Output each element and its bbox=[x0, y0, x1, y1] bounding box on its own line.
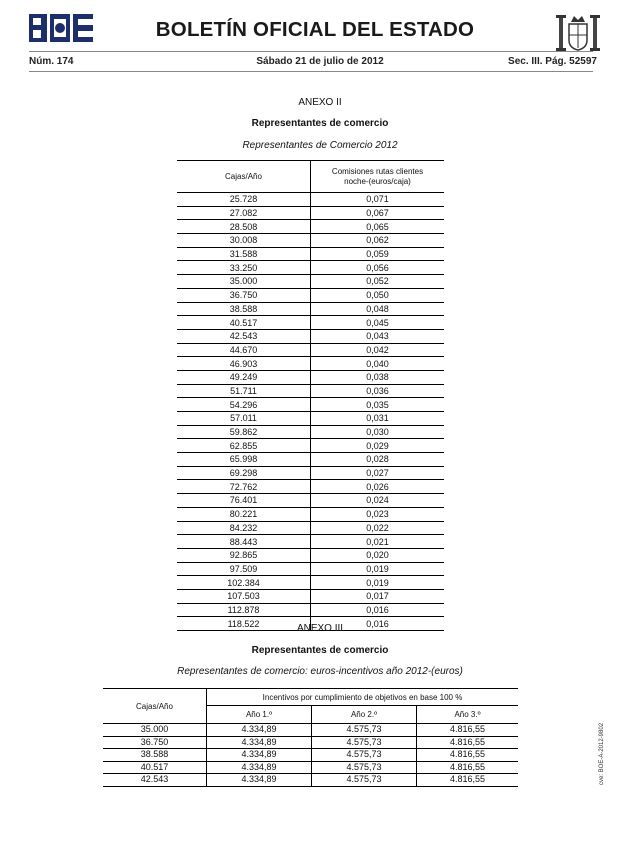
annex3-subtitle: Representantes de comercio bbox=[251, 645, 389, 656]
boxes-cell: 42.543 bbox=[103, 774, 207, 787]
commission-cell: 0,017 bbox=[311, 589, 445, 603]
incentive-cell-year-2: 4.575,73 bbox=[312, 724, 417, 737]
incentive-cell-year-1: 4.334,89 bbox=[207, 724, 312, 737]
incentive-cell-year-1: 4.334,89 bbox=[207, 774, 312, 787]
table-row bbox=[177, 603, 444, 617]
incentive-cell-year-2: 4.575,73 bbox=[312, 749, 417, 762]
table-row bbox=[103, 761, 518, 774]
table-row bbox=[177, 275, 444, 289]
col-header-commission-line1: Comisiones rutas clientes bbox=[331, 166, 424, 176]
commission-cell: 0,040 bbox=[311, 357, 445, 371]
header-rule-bottom bbox=[29, 71, 593, 72]
table-row bbox=[103, 774, 518, 787]
boxes-cell: 42.543 bbox=[177, 329, 311, 343]
commission-cell: 0,016 bbox=[311, 603, 445, 617]
boxes-cell: 118.522 bbox=[177, 617, 311, 631]
commission-cell: 0,036 bbox=[311, 384, 445, 398]
incentive-cell-year-1: 4.334,89 bbox=[207, 761, 312, 774]
table-row bbox=[177, 288, 444, 302]
commission-cell: 0,029 bbox=[311, 439, 445, 453]
commission-cell: 0,024 bbox=[311, 494, 445, 508]
boxes-cell: 92.865 bbox=[177, 548, 311, 562]
boxes-cell: 40.517 bbox=[177, 316, 311, 330]
table-row bbox=[177, 507, 444, 521]
boxes-cell: 36.750 bbox=[177, 288, 311, 302]
cve-text: cve: BOE-A-2012-9802 bbox=[599, 722, 605, 785]
incentive-cell-year-3: 4.816,55 bbox=[417, 724, 519, 737]
issue-number: Núm. 174 bbox=[29, 56, 74, 67]
commission-cell: 0,031 bbox=[311, 412, 445, 426]
table-row bbox=[177, 494, 444, 508]
incentive-cell-year-3: 4.816,55 bbox=[417, 761, 519, 774]
boxes-cell: 62.855 bbox=[177, 439, 311, 453]
commission-cell: 0,026 bbox=[311, 480, 445, 494]
boxes-cell: 44.670 bbox=[177, 343, 311, 357]
commission-cell: 0,028 bbox=[311, 453, 445, 467]
boxes-cell: 51.711 bbox=[177, 384, 311, 398]
boe-logo bbox=[29, 14, 93, 42]
commission-cell: 0,020 bbox=[311, 548, 445, 562]
table-row bbox=[177, 384, 444, 398]
table-row bbox=[103, 724, 518, 737]
col-header-commission bbox=[311, 161, 445, 193]
boxes-cell: 57.011 bbox=[177, 412, 311, 426]
table-row bbox=[177, 412, 444, 426]
table-row bbox=[177, 535, 444, 549]
table-row bbox=[177, 589, 444, 603]
table-row bbox=[177, 193, 444, 207]
annex3-title: ANEXO III bbox=[296, 623, 344, 634]
table-row bbox=[177, 425, 444, 439]
table-row bbox=[103, 749, 518, 762]
col-header-year-1: Año 1.º bbox=[207, 706, 312, 724]
commission-cell: 0,042 bbox=[311, 343, 445, 357]
table-row bbox=[177, 521, 444, 535]
commission-cell: 0,048 bbox=[311, 302, 445, 316]
table-row bbox=[177, 357, 444, 371]
cve-code bbox=[596, 717, 606, 785]
annex2-subtitle: Representantes de comercio bbox=[251, 118, 389, 129]
table-row bbox=[177, 453, 444, 467]
table-row bbox=[177, 234, 444, 248]
table-row bbox=[177, 466, 444, 480]
table-row bbox=[177, 370, 444, 384]
commission-cell: 0,038 bbox=[311, 370, 445, 384]
table-row bbox=[177, 398, 444, 412]
boxes-cell: 69.298 bbox=[177, 466, 311, 480]
page-header bbox=[0, 0, 640, 80]
incentive-cell-year-1: 4.334,89 bbox=[207, 749, 312, 762]
boxes-cell: 107.503 bbox=[177, 589, 311, 603]
commission-cell: 0,067 bbox=[311, 206, 445, 220]
boxes-cell: 31.588 bbox=[177, 247, 311, 261]
boxes-cell: 80.221 bbox=[177, 507, 311, 521]
annex3-caption: Representantes de comercio: euros-incentivos año 2012-(euros) bbox=[177, 666, 463, 677]
commission-cell: 0,065 bbox=[311, 220, 445, 234]
boxes-cell: 40.517 bbox=[103, 761, 207, 774]
table-row bbox=[177, 329, 444, 343]
annex2-title: ANEXO II bbox=[298, 97, 342, 108]
commission-cell: 0,023 bbox=[311, 507, 445, 521]
incentive-cell-year-1: 4.334,89 bbox=[207, 736, 312, 749]
boxes-cell: 38.588 bbox=[103, 749, 207, 762]
table-row bbox=[177, 576, 444, 590]
commission-cell: 0,027 bbox=[311, 466, 445, 480]
boxes-cell: 84.232 bbox=[177, 521, 311, 535]
table-row bbox=[177, 261, 444, 275]
boxes-cell: 35.000 bbox=[177, 275, 311, 289]
incentive-cell-year-3: 4.816,55 bbox=[417, 749, 519, 762]
commission-cell: 0,043 bbox=[311, 329, 445, 343]
incentive-cell-year-2: 4.575,73 bbox=[312, 761, 417, 774]
commission-cell: 0,059 bbox=[311, 247, 445, 261]
table-row bbox=[177, 343, 444, 357]
boxes-cell: 46.903 bbox=[177, 357, 311, 371]
boxes-cell: 25.728 bbox=[177, 193, 311, 207]
commission-cell: 0,021 bbox=[311, 535, 445, 549]
boxes-cell: 97.509 bbox=[177, 562, 311, 576]
incentive-cell-year-3: 4.816,55 bbox=[417, 774, 519, 787]
table-row bbox=[177, 316, 444, 330]
col-header-boxes: Cajas/Año bbox=[103, 689, 207, 724]
table-row bbox=[177, 206, 444, 220]
boxes-cell: 49.249 bbox=[177, 370, 311, 384]
commission-cell: 0,056 bbox=[311, 261, 445, 275]
issue-date: Sábado 21 de julio de 2012 bbox=[256, 56, 384, 67]
col-header-incentives: Incentivos por cumplimiento de objetivos en base 100 % bbox=[207, 689, 519, 706]
commission-cell: 0,045 bbox=[311, 316, 445, 330]
boxes-cell: 28.508 bbox=[177, 220, 311, 234]
commission-cell: 0,019 bbox=[311, 562, 445, 576]
table-row bbox=[177, 247, 444, 261]
boxes-cell: 59.862 bbox=[177, 425, 311, 439]
commission-cell: 0,022 bbox=[311, 521, 445, 535]
incentive-cell-year-2: 4.575,73 bbox=[312, 774, 417, 787]
boxes-cell: 72.762 bbox=[177, 480, 311, 494]
table-row bbox=[103, 736, 518, 749]
commission-table bbox=[177, 160, 444, 631]
boxes-cell: 88.443 bbox=[177, 535, 311, 549]
boxes-cell: 27.082 bbox=[177, 206, 311, 220]
col-header-commission-line2: noche-(euros/caja) bbox=[344, 176, 411, 186]
boxes-cell: 35.000 bbox=[103, 724, 207, 737]
table-row bbox=[177, 562, 444, 576]
col-header-boxes: Cajas/Año bbox=[177, 161, 311, 193]
table-row bbox=[177, 480, 444, 494]
boxes-cell: 65.998 bbox=[177, 453, 311, 467]
section-page: Sec. III. Pág. 52597 bbox=[508, 56, 597, 67]
incentive-cell-year-2: 4.575,73 bbox=[312, 736, 417, 749]
table-row bbox=[177, 548, 444, 562]
boxes-cell: 112.878 bbox=[177, 603, 311, 617]
commission-cell: 0,019 bbox=[311, 576, 445, 590]
boxes-cell: 76.401 bbox=[177, 494, 311, 508]
annex2-caption: Representantes de Comercio 2012 bbox=[242, 140, 398, 151]
gazette-title: BOLETÍN OFICIAL DEL ESTADO bbox=[155, 18, 475, 41]
table-row bbox=[177, 302, 444, 316]
incentive-cell-year-3: 4.816,55 bbox=[417, 736, 519, 749]
table-row bbox=[177, 439, 444, 453]
commission-cell: 0,052 bbox=[311, 275, 445, 289]
boxes-cell: 102.384 bbox=[177, 576, 311, 590]
col-header-year-3: Año 3.º bbox=[417, 706, 519, 724]
boxes-cell: 54.296 bbox=[177, 398, 311, 412]
commission-cell: 0,016 bbox=[311, 617, 445, 631]
commission-cell: 0,071 bbox=[311, 193, 445, 207]
commission-cell: 0,035 bbox=[311, 398, 445, 412]
boxes-cell: 38.588 bbox=[177, 302, 311, 316]
incentives-table bbox=[103, 688, 518, 787]
commission-cell: 0,050 bbox=[311, 288, 445, 302]
header-rule bbox=[29, 51, 593, 52]
boxes-cell: 33.250 bbox=[177, 261, 311, 275]
boxes-cell: 36.750 bbox=[103, 736, 207, 749]
boxes-cell: 30.008 bbox=[177, 234, 311, 248]
table-row bbox=[177, 220, 444, 234]
col-header-year-2: Año 2.º bbox=[312, 706, 417, 724]
commission-cell: 0,062 bbox=[311, 234, 445, 248]
commission-cell: 0,030 bbox=[311, 425, 445, 439]
